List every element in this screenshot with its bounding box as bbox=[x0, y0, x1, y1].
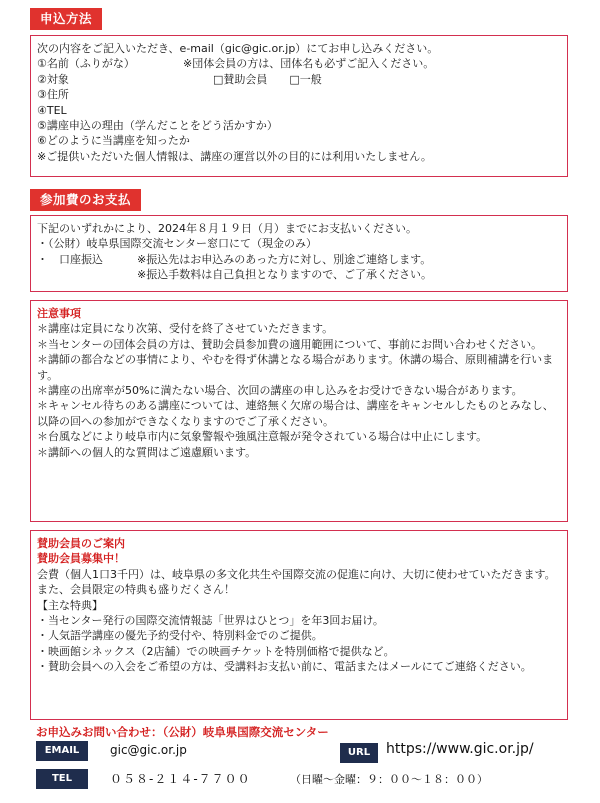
benefit-item: ・人気語学講座の優先予約受付や、特別料金でのご提供。 bbox=[37, 629, 323, 643]
application-line-name bbox=[37, 56, 561, 71]
tel-tag: TEL bbox=[36, 769, 88, 789]
membership-recruit: 賛助会員募集中！ bbox=[37, 552, 125, 566]
field-tel: ④TEL bbox=[37, 103, 67, 117]
fee-transfer-note: ※振込先はお申込みのあった方に対し、別途ご連絡します。 bbox=[137, 252, 432, 266]
application-header: 申込方法 bbox=[30, 8, 102, 30]
email-link[interactable]: gic@gic.or.jp bbox=[110, 743, 187, 757]
benefit-item: ・当センター発行の国際交流情報誌「世界はひとつ」を年3回お届け。 bbox=[37, 614, 384, 628]
field-address: ③住所 bbox=[37, 88, 69, 102]
fee-transfer-charge: ※振込手数料は自己負担となりますので、ご了承ください。 bbox=[137, 268, 432, 282]
notes-title: 注意事項 bbox=[37, 307, 81, 320]
url-link[interactable]: https://www.gic.or.jp/ bbox=[386, 741, 534, 757]
membership-box bbox=[30, 530, 568, 720]
application-box bbox=[30, 35, 568, 177]
note-item: ＊台風などにより岐阜市内に気象警報や強風注意報が発令されている場合は中止にします。 bbox=[37, 430, 488, 444]
membership-fee-text: 会費（個人1口3千円）は、岐阜県の多文化共生や国際交流の促進に向け、大切に使わせていただきます。 bbox=[37, 567, 556, 581]
membership-perks-text: また、会員限定の特典も盛りだくさん！ bbox=[37, 583, 235, 597]
benefit-item: ・映画館シネックス（2店舗）での映画チケットを特別価格で提供など。 bbox=[37, 644, 395, 658]
note-item: ＊講師への個人的な質問はご遠慮願います。 bbox=[37, 445, 257, 459]
field-target: ②対象 bbox=[37, 72, 69, 86]
notes-box bbox=[30, 300, 568, 522]
target-checkboxes: □賛助会員 □一般 bbox=[213, 72, 322, 86]
field-reason: ⑤講座申込の理由（学んだことをどう活かすか） bbox=[37, 119, 278, 133]
membership-title: 賛助会員のご案内 bbox=[37, 537, 125, 550]
note-item: ＊講師の都合などの事情により、やむを得ず休講となる場合があります。休講の場合、原則補講を行います。 bbox=[37, 353, 554, 382]
note-item: ＊当センターの団体会員の方は、賛助会員参加費の適用範囲について、事前にお問い合わせください。 bbox=[37, 337, 543, 351]
group-note: ※団体会員の方は、団体名も必ずご記入ください。 bbox=[183, 57, 435, 71]
url-tag: URL bbox=[340, 743, 378, 763]
application-line-intro: 次の内容をご記入いただき、e-mail（gic@gic.or.jp）にてお申し込みください。 bbox=[37, 42, 439, 55]
field-source: ⑥どのように当講座を知ったか bbox=[37, 134, 190, 148]
fee-option-counter: ・（公財）岐阜県国際交流センター窓口にて（現金のみ） bbox=[37, 237, 318, 251]
fee-box bbox=[30, 215, 568, 292]
field-name: ①名前（ふりがな） bbox=[37, 57, 135, 71]
contact-title: お申込みお問い合わせ：（公財）岐阜県国際交流センター bbox=[36, 725, 329, 739]
note-item: ＊講座の出席率が50%に満たない場合、次回の講座の申し込みをお受けできない場合があります。 bbox=[37, 384, 523, 398]
email-tag: EMAIL bbox=[36, 741, 88, 761]
benefits-title: 【主な特典】 bbox=[37, 598, 103, 612]
tel-number[interactable]: ０５８-２１４-７７００ bbox=[110, 772, 251, 786]
business-hours: （日曜～金曜：９：００～１８：００） bbox=[290, 773, 488, 786]
benefit-item: ・賛助会員への入会をご希望の方は、受講料お支払い前に、電話またはメールにてご連絡ください。 bbox=[37, 660, 532, 674]
privacy-note: ※ご提供いただいた個人情報は、講座の運営以外の目的には利用いたしません。 bbox=[37, 149, 432, 163]
fee-header: 参加費のお支払 bbox=[30, 189, 141, 211]
fee-transfer-label: ・ 口座振込 bbox=[37, 252, 103, 266]
fee-deadline: 下記のいずれかにより、2024年８月１９日（月）までにお支払いください。 bbox=[37, 222, 417, 235]
note-item: ＊講座は定員になり次第、受付を終了させていただきます。 bbox=[37, 322, 334, 336]
application-line-target bbox=[37, 72, 561, 87]
note-item: ＊キャンセル待ちのある講座については、連絡無く欠席の場合は、講座をキャンセルしたものとみなし、以降の回への参加ができなくなりますのでご了承ください。 bbox=[37, 399, 554, 428]
fee-option-transfer bbox=[37, 252, 561, 267]
